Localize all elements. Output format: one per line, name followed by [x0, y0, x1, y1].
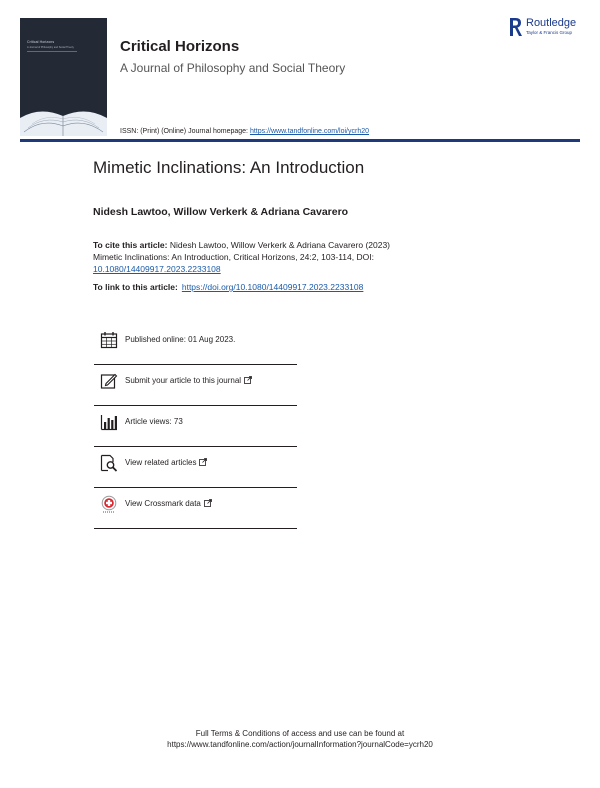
article-views-text: Article views: 73: [125, 417, 183, 426]
cover-title: Critical Horizons: [27, 40, 55, 44]
journal-homepage-link[interactable]: https://www.tandfonline.com/loi/ycrh20: [249, 128, 370, 135]
bar-chart-icon: [100, 413, 118, 431]
journal-title: Critical Horizons: [120, 38, 240, 55]
issn-line: [120, 128, 369, 135]
cover-divider: [27, 51, 77, 52]
list-item-submit[interactable]: [94, 365, 297, 406]
cover-book-illustration: [20, 88, 107, 136]
crossmark-label: View Crossmark data: [125, 499, 201, 508]
footer-line1: Full Terms & Conditions of access and use can be found at: [195, 729, 405, 738]
cover-subtitle: A Journal of Philosophy and Social Theory: [27, 46, 74, 49]
article-doi-url[interactable]: https://doi.org/10.1080/14409917.2023.2233108: [181, 282, 364, 292]
calendar-icon: [100, 331, 118, 349]
external-link-icon: [204, 499, 212, 507]
publisher-logo[interactable]: [508, 17, 590, 39]
search-document-icon: [100, 454, 118, 472]
footer-url[interactable]: https://www.tandfonline.com/action/journalInformation?journalCode=ycrh20: [167, 740, 433, 749]
submit-article-label: Submit your article to this journal: [125, 376, 242, 385]
routledge-logo-icon: [508, 17, 522, 37]
citation-text-line1: Nidesh Lawtoo, Willow Verkerk & Adriana Cavarero (2023): [169, 240, 391, 250]
citation-label: To cite this article:: [93, 240, 168, 250]
citation-doi-link[interactable]: 10.1080/14409917.2023.2233108: [93, 264, 221, 274]
list-item-crossmark[interactable]: [94, 488, 297, 529]
published-date-text: Published online: 01 Aug 2023.: [125, 335, 236, 344]
edit-icon: [100, 372, 118, 390]
journal-subtitle: A Journal of Philosophy and Social Theory: [120, 61, 346, 75]
related-articles-label: View related articles: [125, 458, 197, 467]
external-link-icon: [199, 458, 207, 466]
publisher-name: Routledge: [526, 17, 577, 29]
issn-text: ISSN: (Print) (Online) Journal homepage:: [120, 128, 250, 135]
list-item-published: [94, 324, 297, 365]
article-link-label: To link to this article:: [93, 282, 178, 292]
list-item-views: [94, 406, 297, 447]
article-info-list: [94, 324, 297, 529]
crossmark-icon: [100, 495, 118, 513]
article-title: Mimetic Inclinations: An Introduction: [93, 158, 365, 177]
citation-block: [93, 239, 523, 275]
external-link-icon: [244, 376, 252, 384]
journal-cover-image: [20, 18, 107, 136]
citation-text-line2: Mimetic Inclinations: An Introduction, Critical Horizons, 24:2, 103-114, DOI:: [93, 252, 374, 262]
crossmark-link[interactable]: [125, 499, 212, 508]
terms-footer: [0, 728, 600, 750]
related-articles-link[interactable]: [125, 458, 207, 467]
list-item-related[interactable]: [94, 447, 297, 488]
article-authors: Nidesh Lawtoo, Willow Verkerk & Adriana Cavarero: [93, 206, 349, 218]
submit-article-link[interactable]: [125, 376, 252, 385]
publisher-tagline: Taylor & Francis Group: [526, 30, 573, 35]
header-divider: [20, 139, 580, 142]
article-link-line: [93, 282, 363, 292]
